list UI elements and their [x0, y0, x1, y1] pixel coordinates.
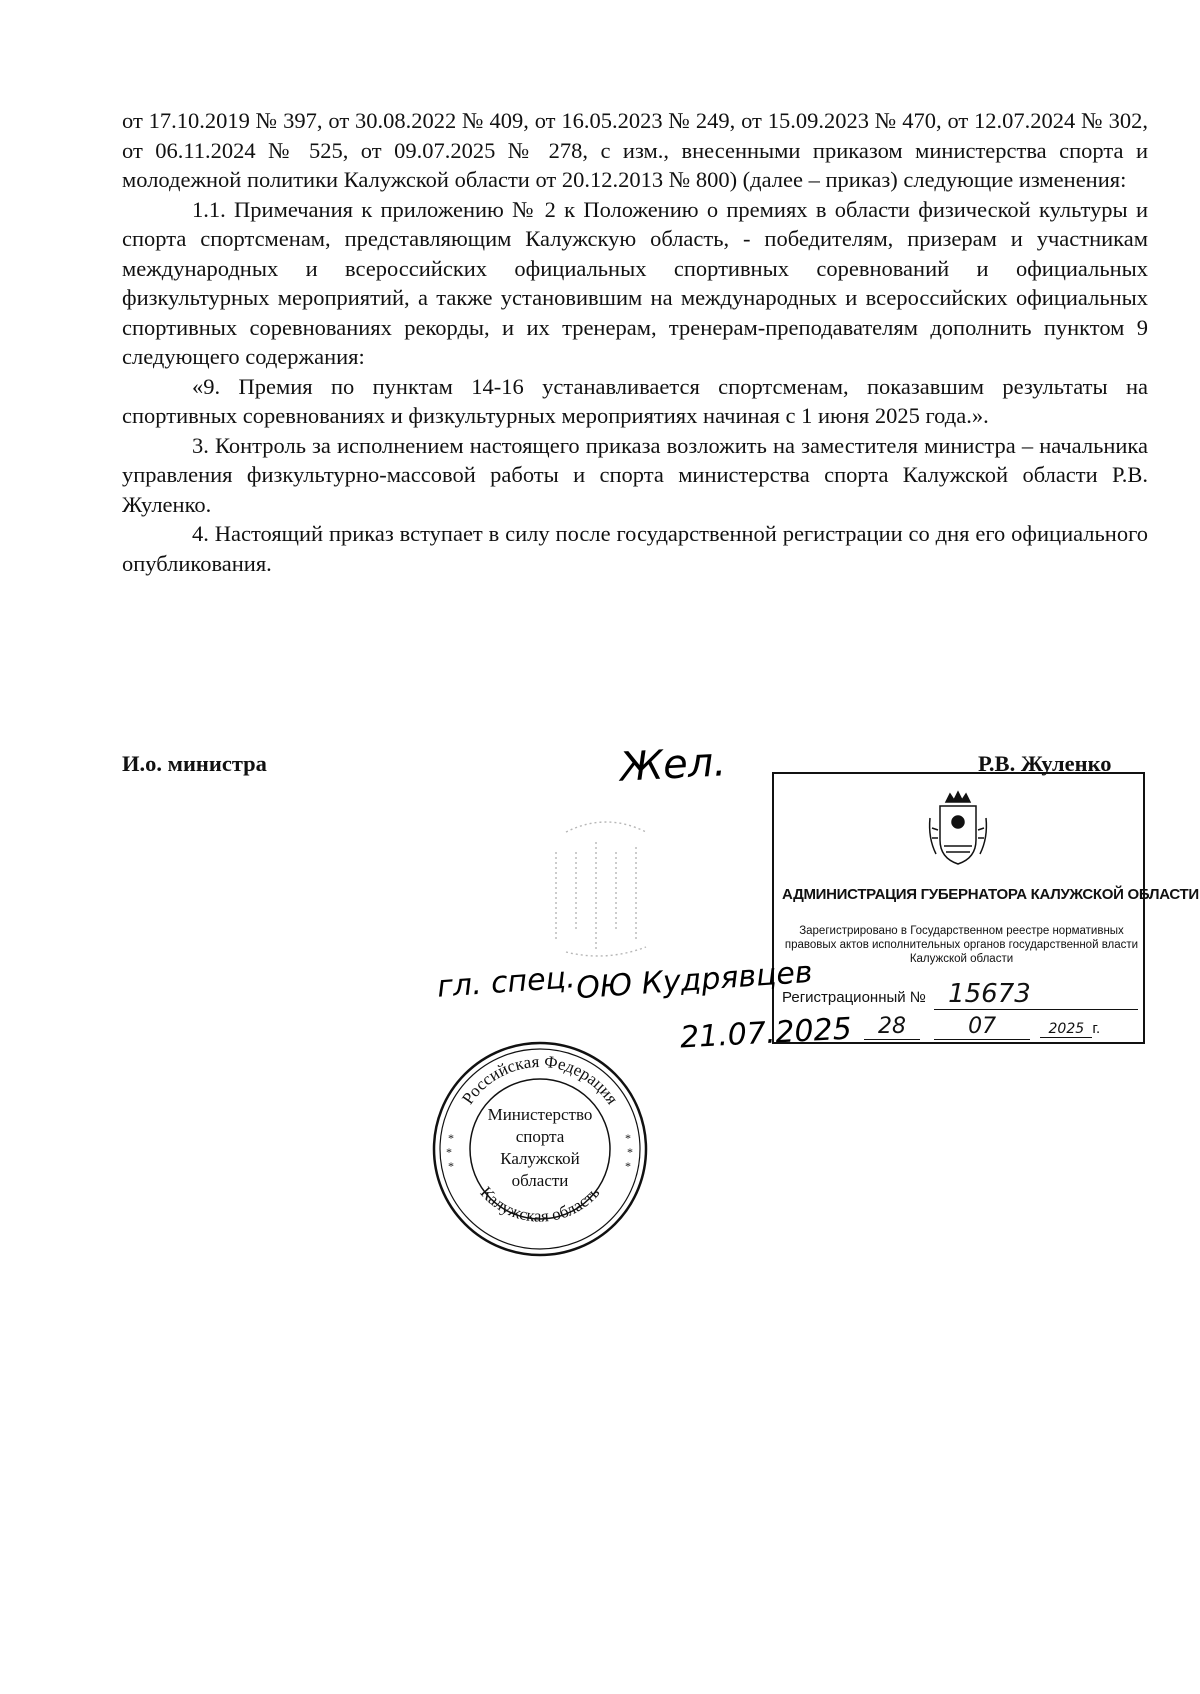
registration-note: Зарегистрировано в Государственном реестре нормативных правовых актов исполнительных органов государственной власти Калужской области	[784, 925, 1139, 965]
signature-title: И.о. министра	[122, 751, 267, 776]
seal-outer-top: Российская Федерация	[458, 1051, 622, 1108]
paragraph-quote-9: «9. Премия по пунктам 14-16 устанавливается спортсменам, показавшим результаты на спортивных соревнованиях и физкультурных мероприятиях начиная с 1 июня 2025 года.».	[122, 373, 1148, 428]
seal-center-line-1: Министерство	[487, 1105, 593, 1124]
handwritten-dept-name: ОЮ Кудрявцев	[575, 954, 814, 1007]
registration-number-label: Регистрационный №	[782, 989, 926, 1006]
paragraph-intro: от 17.10.2019 № 397, от 30.08.2022 № 409, от 16.05.2023 № 249, от 15.09.2023 № 470, от 12.07.2024 № 302, от 06.11.2024 № 525, от 09.07.2025 № 278, с изм., внесенными приказом министерства спорта и молодежной политики Калужской области от 20.12.2013 № 800) (далее – приказ) следующие изменения:	[122, 108, 1148, 192]
paragraph-4: 4. Настоящий приказ вступает в силу после государственной регистрации со дня его официального опубликования.	[122, 521, 1148, 576]
ministry-seal	[430, 1038, 650, 1260]
seal-outer-bottom: Калужская область	[476, 1182, 604, 1226]
seal-center-line-2: спорта	[515, 1127, 565, 1146]
handwritten-position: гл. спец.	[435, 960, 577, 1005]
faint-stamp-image	[546, 812, 666, 962]
registration-stamp	[772, 772, 1199, 1044]
seal-star-right-2-icon: *	[627, 1145, 633, 1159]
document-body	[122, 106, 1148, 578]
seal-star-left-3-icon: *	[448, 1159, 454, 1173]
registration-date-month: 07	[934, 1014, 1030, 1040]
seal-center-line-3: Калужской	[500, 1149, 580, 1168]
registration-date-suffix: г.	[1092, 1020, 1101, 1037]
registration-number-row	[782, 979, 1138, 1010]
registration-authority: АДМИНИСТРАЦИЯ ГУБЕРНАТОРА КАЛУЖСКОЙ ОБЛАСТИ	[782, 886, 1199, 903]
coat-of-arms-icon	[926, 788, 990, 868]
paragraph-3: 3. Контроль за исполнением настоящего приказа возложить на заместителя министра – начальника управления физкультурно-массовой работы и спорта министерства спорта Калужской области Р.В. Жуленко.	[122, 432, 1148, 517]
handwritten-date: 21.07.2025	[679, 1011, 853, 1056]
paragraph-1-1: 1.1. Примечания к приложению № 2 к Положению о премиях в области физической культуры и спорта спортсменам, представляющим Калужскую область, - победителям, призерам и участникам международных и всероссийских официальных спортивных соревнований и официальных физкультурных мероприятий, а также установившим на международных и всероссийских официальных спортивных соревнованиях рекорды, и их тренерам, тренерам-преподавателям дополнить пунктом 9 следующего содержания:	[122, 196, 1148, 369]
registration-number-value: 15673	[934, 979, 1138, 1010]
seal-star-right-3-icon: *	[625, 1159, 631, 1173]
seal-star-left-2-icon: *	[446, 1145, 452, 1159]
seal-star-right-1-icon: *	[625, 1131, 631, 1145]
seal-star-left-1-icon: *	[448, 1131, 454, 1145]
registration-date-row	[864, 1014, 1100, 1040]
registration-date-day: 28	[864, 1014, 920, 1040]
handwritten-initials: Жел.	[618, 739, 728, 791]
signature-name: Р.В. Жуленко	[978, 751, 1112, 776]
registration-date-year: 2025	[1040, 1021, 1092, 1038]
seal-center-line-4: области	[511, 1171, 569, 1190]
